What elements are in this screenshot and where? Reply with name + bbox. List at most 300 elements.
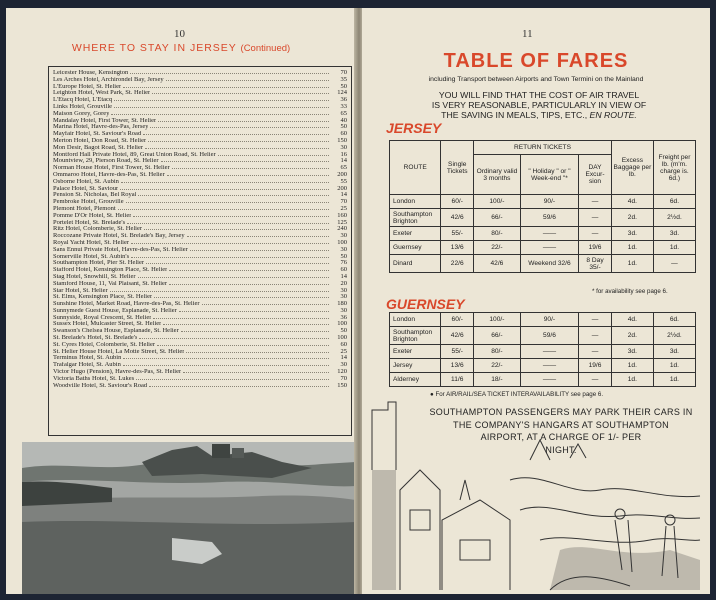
hotel-price: 50 bbox=[340, 328, 347, 335]
leader-dots bbox=[167, 172, 329, 176]
fare-single-cell: 42/6 bbox=[441, 327, 474, 345]
hotel-price: 30 bbox=[340, 307, 347, 314]
heading-continued: (Continued) bbox=[240, 43, 291, 54]
fare-baggage-cell: 3d. bbox=[611, 227, 653, 241]
fare-row bbox=[390, 227, 696, 241]
route-header: ROUTE bbox=[390, 141, 441, 195]
leader-dots bbox=[152, 90, 329, 94]
hotel-price: 60 bbox=[340, 131, 347, 138]
hotel-row bbox=[53, 260, 347, 267]
leader-dots bbox=[145, 145, 329, 149]
hotel-row bbox=[53, 186, 347, 193]
fare-freight-cell: 6d. bbox=[653, 195, 695, 209]
leader-dots bbox=[218, 152, 329, 156]
hotel-price: 20 bbox=[340, 280, 347, 287]
hotel-row bbox=[53, 97, 347, 104]
hotel-price: 200 bbox=[337, 185, 347, 192]
fare-baggage-cell: 3d. bbox=[611, 345, 653, 359]
hotel-row bbox=[53, 104, 347, 111]
hotel-price: 120 bbox=[337, 369, 347, 376]
fare-freight-cell: 1d. bbox=[653, 359, 695, 373]
fare-route-cell: Exeter bbox=[390, 227, 441, 241]
fare-baggage-cell: 2d. bbox=[611, 209, 653, 227]
fare-route-cell: London bbox=[390, 195, 441, 209]
hotel-price: 150 bbox=[337, 382, 347, 389]
fare-holiday-cell: 59/6 bbox=[520, 209, 578, 227]
page-number: 11 bbox=[522, 28, 533, 40]
hotel-price: 30 bbox=[340, 362, 347, 369]
fare-baggage-cell: 1d. bbox=[611, 359, 653, 373]
coastal-photo-image bbox=[22, 442, 356, 594]
fare-route-cell: Exeter bbox=[390, 345, 441, 359]
hotel-price: 240 bbox=[337, 226, 347, 233]
fare-holiday-cell: —— bbox=[520, 359, 578, 373]
guernsey-label: GUERNSEY bbox=[386, 296, 465, 312]
leader-dots bbox=[179, 308, 329, 312]
leader-dots bbox=[143, 131, 329, 135]
leader-dots bbox=[131, 240, 329, 244]
fare-baggage-cell: 4d. bbox=[611, 313, 653, 327]
hotel-price: 100 bbox=[337, 321, 347, 328]
hotel-price: 50 bbox=[340, 124, 347, 131]
fare-row bbox=[390, 313, 696, 327]
hotel-row bbox=[53, 274, 347, 281]
jersey-fares-table bbox=[389, 140, 696, 273]
baggage-header: Excess Baggage per lb. bbox=[611, 141, 653, 195]
fare-ordinary-cell: 100/- bbox=[474, 195, 521, 209]
hotel-name: Terminus Hotel, St. Aubin bbox=[53, 355, 122, 362]
fare-day-cell: — bbox=[579, 327, 612, 345]
hotel-name: Sans Ennui Private Hotel, Havre-des-Pas, St. Helier bbox=[53, 246, 188, 253]
fare-route-cell: Dinard bbox=[390, 255, 441, 273]
fare-ordinary-cell: 100/- bbox=[474, 313, 521, 327]
hotel-row bbox=[53, 90, 347, 97]
hotel-row bbox=[53, 247, 347, 254]
hotel-price: 70 bbox=[340, 375, 347, 382]
hotel-price: 200 bbox=[337, 171, 347, 178]
fare-freight-cell: 1d. bbox=[653, 241, 695, 255]
fare-route-cell: Southampton Brighton bbox=[390, 209, 441, 227]
fare-ordinary-cell: 42/6 bbox=[474, 255, 521, 273]
freight-header: Freight per lb. (m'm. charge is. 6d.) bbox=[653, 141, 695, 195]
leader-dots bbox=[169, 281, 329, 285]
fare-day-cell: — bbox=[579, 227, 612, 241]
leader-dots bbox=[110, 288, 329, 292]
hotel-row bbox=[53, 213, 347, 220]
fare-freight-cell: — bbox=[653, 255, 695, 273]
intro-line: THE SAVING IN MEALS, TIPS, ETC., bbox=[441, 110, 588, 120]
fare-day-cell: — bbox=[579, 209, 612, 227]
hotel-name: Royal Yacht Hotel, St. Helier bbox=[53, 239, 130, 246]
hotel-row bbox=[53, 179, 347, 186]
fare-day-cell: — bbox=[579, 345, 612, 359]
leader-dots bbox=[190, 247, 329, 251]
leader-dots bbox=[166, 77, 329, 81]
leader-dots bbox=[161, 158, 329, 162]
hotel-name: Osborne Hotel, St. Aubin bbox=[53, 178, 119, 185]
hotel-name: St. Helier House Hotel, La Motte Street, St. Helier bbox=[53, 348, 185, 355]
hotel-row bbox=[53, 240, 347, 247]
leader-dots bbox=[114, 97, 329, 101]
parking-line: NIGHT. bbox=[545, 444, 577, 455]
hotel-name: Trafalgar Hotel, St. Aubin bbox=[53, 362, 121, 369]
fare-day-cell: — bbox=[579, 373, 612, 387]
fare-freight-cell: 2½d. bbox=[653, 327, 695, 345]
parking-notice bbox=[426, 406, 696, 456]
hotel-name: Plemont Hotel, Plemont bbox=[53, 205, 116, 212]
hotel-row bbox=[53, 315, 347, 322]
hotel-price: 70 bbox=[340, 70, 347, 76]
fare-freight-cell: 3d. bbox=[653, 345, 695, 359]
hotel-row bbox=[53, 342, 347, 349]
hotel-row bbox=[53, 192, 347, 199]
fare-route-cell: Guernsey bbox=[390, 241, 441, 255]
leader-dots bbox=[144, 226, 329, 230]
fare-holiday-cell: —— bbox=[520, 345, 578, 359]
fare-row bbox=[390, 327, 696, 345]
page-heading bbox=[6, 42, 356, 54]
fare-single-cell: 55/- bbox=[441, 227, 474, 241]
heading-text: WHERE TO STAY IN JERSEY bbox=[71, 42, 237, 54]
hotel-row bbox=[53, 281, 347, 288]
jersey-label: JERSEY bbox=[386, 120, 442, 136]
fare-row bbox=[390, 209, 696, 227]
fare-ordinary-cell: 18/- bbox=[474, 373, 521, 387]
hotel-price: 50 bbox=[340, 83, 347, 90]
hotel-price: 30 bbox=[340, 246, 347, 253]
hotel-row bbox=[53, 158, 347, 165]
hotel-row bbox=[53, 199, 347, 206]
fare-row bbox=[390, 359, 696, 373]
hotel-name: Sussex Hotel, Mulcaster Street, St. Helier bbox=[53, 321, 162, 328]
hotel-row bbox=[53, 254, 347, 261]
hotel-name: St. Elms, Kensington Place, St. Helier bbox=[53, 294, 153, 301]
leader-dots bbox=[130, 70, 329, 74]
hotel-row bbox=[53, 118, 347, 125]
leader-dots bbox=[138, 274, 329, 278]
fare-baggage-cell: 2d. bbox=[611, 327, 653, 345]
hotel-price: 30 bbox=[340, 294, 347, 301]
hotel-name: Montford Hall Private Hotel, 89, Great Union Road, St. Helier bbox=[53, 151, 216, 158]
page-title: TABLE OF FARES bbox=[443, 50, 629, 72]
hotel-price: 180 bbox=[337, 301, 347, 308]
leader-dots bbox=[148, 138, 329, 142]
hotel-name: Southampton Hotel, Pier St. Helier bbox=[53, 260, 144, 267]
fare-ordinary-cell: 80/- bbox=[474, 227, 521, 241]
hotel-price: 65 bbox=[340, 165, 347, 172]
left-page bbox=[6, 8, 356, 594]
fare-single-cell: 60/- bbox=[441, 313, 474, 327]
hotel-name: Somerville Hotel, St. Aubin's bbox=[53, 253, 130, 260]
hotel-row bbox=[53, 321, 347, 328]
intro-line: YOU WILL FIND THAT THE COST OF AIR TRAVEL bbox=[438, 90, 640, 100]
fare-single-cell: 60/- bbox=[441, 195, 474, 209]
leader-dots bbox=[150, 124, 329, 128]
return-tickets-header: RETURN TICKETS bbox=[474, 141, 612, 155]
fare-route-cell: Alderney bbox=[390, 373, 441, 387]
fare-freight-cell: 2½d. bbox=[653, 209, 695, 227]
hotel-price: 160 bbox=[337, 212, 347, 219]
hotel-price: 65 bbox=[340, 110, 347, 117]
hotel-row bbox=[53, 138, 347, 145]
hotel-price: 55 bbox=[340, 178, 347, 185]
leader-dots bbox=[157, 342, 329, 346]
leader-dots bbox=[158, 118, 329, 122]
hotel-list-box bbox=[48, 66, 352, 436]
parking-line: AIRPORT, AT A CHARGE OF 1/- PER bbox=[480, 432, 642, 442]
leader-dots bbox=[181, 328, 329, 332]
hotel-price: 33 bbox=[340, 103, 347, 110]
fare-single-cell: 42/6 bbox=[441, 209, 474, 227]
hotel-row bbox=[53, 376, 347, 383]
hotel-row bbox=[53, 335, 347, 342]
hotel-price: 25 bbox=[340, 205, 347, 212]
hotel-row bbox=[53, 328, 347, 335]
intro-line: IS VERY REASONABLE, PARTICULARLY IN VIEW OF bbox=[431, 100, 647, 110]
hotel-name: Links Hotel, Grouville bbox=[53, 103, 113, 110]
hotel-row bbox=[53, 70, 347, 77]
fare-route-cell: Southampton Brighton bbox=[390, 327, 441, 345]
leader-dots bbox=[183, 369, 329, 373]
fare-route-cell: Jersey bbox=[390, 359, 441, 373]
coastal-photo bbox=[22, 442, 356, 594]
hotel-name: L'Etacq Hotel, L'Etacq bbox=[53, 97, 113, 104]
fare-ordinary-cell: 22/- bbox=[474, 241, 521, 255]
hotel-name: Mandalay Hotel, First Tower, St. Helier bbox=[53, 117, 157, 124]
hotel-price: 25 bbox=[340, 348, 347, 355]
hotel-price: 30 bbox=[340, 287, 347, 294]
fare-day-cell: — bbox=[579, 195, 612, 209]
fare-holiday-cell: 59/6 bbox=[520, 327, 578, 345]
fare-single-cell: 11/6 bbox=[441, 373, 474, 387]
hotel-name: Victor Hugo (Pension), Havre-des-Pas, St. Helier bbox=[53, 369, 182, 376]
hotel-row bbox=[53, 165, 347, 172]
hotel-name: Ommaroo Hotel, Havre-des-Pas, St. Helier bbox=[53, 171, 165, 178]
hotel-price: 60 bbox=[340, 341, 347, 348]
hotel-price: 50 bbox=[340, 253, 347, 260]
intro-text bbox=[384, 90, 694, 120]
hotel-name: Palace Hotel, St. Saviour bbox=[53, 185, 119, 192]
fare-freight-cell: 3d. bbox=[653, 227, 695, 241]
hotel-name: Stamford House, 11, Val Plaisant, St. Helier bbox=[53, 280, 168, 287]
hotel-row bbox=[53, 145, 347, 152]
fare-freight-cell: 1d. bbox=[653, 373, 695, 387]
fare-baggage-cell: 4d. bbox=[611, 195, 653, 209]
fare-baggage-cell: 1d. bbox=[611, 373, 653, 387]
intro-italic: EN ROUTE. bbox=[589, 110, 637, 120]
fare-row bbox=[390, 195, 696, 209]
hotel-name: L'Europe Hotel, St. Helier bbox=[53, 83, 122, 90]
leader-dots bbox=[169, 267, 329, 271]
fare-single-cell: 55/- bbox=[441, 345, 474, 359]
fare-row bbox=[390, 345, 696, 359]
page-subtitle: including Transport between Airports and Town Termini on the Mainland bbox=[428, 76, 644, 83]
fare-baggage-cell: 1d. bbox=[611, 255, 653, 273]
fare-holiday-cell: 90/- bbox=[520, 313, 578, 327]
hotel-name: Mountview, 29, Pierson Road, St. Helier bbox=[53, 158, 159, 165]
hotel-name: Stag Hotel, Snowhill, St. Helier bbox=[53, 273, 136, 280]
hotel-price: 14 bbox=[340, 273, 347, 280]
hotel-row bbox=[53, 111, 347, 118]
fare-day-cell: — bbox=[579, 313, 612, 327]
hotel-price: 76 bbox=[340, 260, 347, 267]
parking-line: THE COMPANY'S HANGARS AT SOUTHAMPTON bbox=[453, 419, 669, 430]
hotel-name: Roccozane Private Hotel, St. Brelade's Bay, Jersey bbox=[53, 233, 185, 240]
hotel-row bbox=[53, 152, 347, 159]
fare-row bbox=[390, 373, 696, 387]
hotel-row bbox=[53, 355, 347, 362]
leader-dots bbox=[146, 260, 329, 264]
hotel-price: 36 bbox=[340, 97, 347, 104]
hotel-name: Merton Hotel, Don Road, St. Helier bbox=[53, 137, 147, 144]
day-excursion-header: DAY Excur-sion bbox=[579, 155, 612, 195]
fare-baggage-cell: 1d. bbox=[611, 241, 653, 255]
hotel-name: Sunshine Hotel, Market Road, Havre-des-Pas, St. Helier bbox=[53, 301, 200, 308]
hotel-row bbox=[53, 233, 347, 240]
hotel-row bbox=[53, 294, 347, 301]
fare-day-cell: 19/6 bbox=[579, 359, 612, 373]
hotel-name: Victoria Baths Hotel, St. Lukes bbox=[53, 375, 135, 382]
leader-dots bbox=[118, 206, 329, 210]
fare-freight-cell: 6d. bbox=[653, 313, 695, 327]
leader-dots bbox=[127, 220, 329, 224]
hotel-row bbox=[53, 383, 347, 390]
leader-dots bbox=[187, 233, 329, 237]
hotel-name: Swanson's Chelsea House, Esplanade, St. Helier bbox=[53, 328, 179, 335]
fare-holiday-cell: 90/- bbox=[520, 195, 578, 209]
leader-dots bbox=[133, 213, 329, 217]
hotel-price: 150 bbox=[337, 137, 347, 144]
hotel-price: 60 bbox=[340, 267, 347, 274]
hotel-name: Mon Desir, Bagot Road, St. Helier bbox=[53, 144, 144, 151]
leader-dots bbox=[136, 376, 329, 380]
leader-dots bbox=[121, 179, 329, 183]
leader-dots bbox=[123, 355, 329, 359]
hotel-row bbox=[53, 301, 347, 308]
hotel-row bbox=[53, 349, 347, 356]
leader-dots bbox=[138, 192, 329, 196]
fare-day-cell: 19/6 bbox=[579, 241, 612, 255]
hotel-name: Mayfair Hotel, St. Saviour's Road bbox=[53, 131, 142, 138]
leader-dots bbox=[139, 335, 329, 339]
fare-holiday-cell: Weekend 32/6 bbox=[520, 255, 578, 273]
fare-holiday-cell: —— bbox=[520, 227, 578, 241]
hotel-name: Norman House Hotel, First Tower, St. Helier bbox=[53, 165, 170, 172]
hotel-price: 70 bbox=[340, 199, 347, 206]
fare-ordinary-cell: 66/- bbox=[474, 327, 521, 345]
hotel-name: Maison Gorey, Gorey bbox=[53, 110, 110, 117]
hotel-name: Pembroke Hotel, Grouville bbox=[53, 199, 124, 206]
hotel-price: 14 bbox=[340, 355, 347, 362]
hotel-name: Ritz Hotel, Colomberie, St. Helier bbox=[53, 226, 142, 233]
hotel-price: 30 bbox=[340, 233, 347, 240]
fare-holiday-cell: —— bbox=[520, 373, 578, 387]
hotel-name: Portelet Hotel, St. Brelade's bbox=[53, 219, 126, 226]
hotel-price: 100 bbox=[337, 239, 347, 246]
hotel-name: Sunnyside, Royal Crescent, St. Helier bbox=[53, 314, 152, 321]
holiday-header: " Holiday " or " Week-end "* bbox=[520, 155, 578, 195]
hotel-price: 14 bbox=[340, 158, 347, 165]
hotel-price: 35 bbox=[340, 76, 347, 83]
ordinary-header: Ordinary valid 3 months bbox=[474, 155, 521, 195]
hotel-name: Les Arches Hotel, Archirondel Bay, Jersey bbox=[53, 76, 164, 83]
leader-dots bbox=[153, 315, 329, 319]
hotel-name: Woodville Hotel, St. Saviour's Road bbox=[53, 382, 148, 389]
hotel-name: Leicester House, Kensington bbox=[53, 70, 129, 76]
leader-dots bbox=[123, 362, 329, 366]
hotel-row bbox=[53, 131, 347, 138]
leader-dots bbox=[114, 104, 329, 108]
hotel-row bbox=[53, 124, 347, 131]
fare-row bbox=[390, 241, 696, 255]
leader-dots bbox=[149, 383, 329, 387]
hotel-price: 16 bbox=[340, 151, 347, 158]
leader-dots bbox=[131, 254, 329, 258]
fare-day-cell: 8 Day 35/- bbox=[579, 255, 612, 273]
leader-dots bbox=[186, 349, 329, 353]
hotel-name: Star Hotel, St. Helier bbox=[53, 287, 108, 294]
hotel-price: 30 bbox=[340, 144, 347, 151]
hotel-row bbox=[53, 77, 347, 84]
leader-dots bbox=[154, 294, 329, 298]
hotel-row bbox=[53, 84, 347, 91]
hotel-name: Pension St. Nicholas, Bel Royal bbox=[53, 192, 137, 199]
hotel-row bbox=[53, 308, 347, 315]
right-page bbox=[362, 8, 710, 594]
hotel-list bbox=[53, 70, 347, 389]
hotel-name: Leighton Hotel, West Park, St. Helier bbox=[53, 90, 151, 97]
fare-ordinary-cell: 22/- bbox=[474, 359, 521, 373]
hotel-row bbox=[53, 362, 347, 369]
leader-dots bbox=[172, 165, 329, 169]
interavailability-note: ● For AIR/RAIL/SEA TICKET INTERAVAILABILITY see page 6. bbox=[430, 391, 604, 398]
leader-dots bbox=[126, 199, 329, 203]
fare-single-cell: 13/6 bbox=[441, 359, 474, 373]
hotel-row bbox=[53, 206, 347, 213]
hotel-name: Sunnymede Guest House, Esplanade, St. Helier bbox=[53, 307, 177, 314]
hotel-name: Pomme D'Or Hotel, St. Helier bbox=[53, 212, 132, 219]
hotel-price: 36 bbox=[340, 314, 347, 321]
availability-note: * for availability see page 6. bbox=[592, 288, 668, 295]
hotel-price: 14 bbox=[340, 192, 347, 199]
hotel-row bbox=[53, 267, 347, 274]
hotel-price: 125 bbox=[337, 219, 347, 226]
page-number: 10 bbox=[174, 28, 185, 40]
fare-ordinary-cell: 80/- bbox=[474, 345, 521, 359]
leader-dots bbox=[163, 321, 329, 325]
hotel-row bbox=[53, 288, 347, 295]
hotel-price: 124 bbox=[337, 90, 347, 97]
hotel-row bbox=[53, 220, 347, 227]
hotel-name: Marina Hotel, Havre-des-Pas, Jersey bbox=[53, 124, 149, 131]
hotel-row bbox=[53, 172, 347, 179]
hotel-name: St. Cyres Hotel, Colomberie, St. Helier bbox=[53, 341, 156, 348]
fare-row bbox=[390, 255, 696, 273]
hotel-price: 100 bbox=[337, 335, 347, 342]
hotel-price: 40 bbox=[340, 117, 347, 124]
fare-ordinary-cell: 66/- bbox=[474, 209, 521, 227]
leader-dots bbox=[202, 301, 329, 305]
guernsey-fares-table bbox=[389, 312, 696, 387]
parking-line: SOUTHAMPTON PASSENGERS MAY PARK THEIR CARS IN bbox=[429, 407, 693, 417]
leader-dots bbox=[123, 84, 329, 88]
single-header: Single Tickets bbox=[441, 141, 474, 195]
fare-holiday-cell: —— bbox=[520, 241, 578, 255]
hotel-row bbox=[53, 369, 347, 376]
fare-route-cell: London bbox=[390, 313, 441, 327]
leader-dots bbox=[120, 186, 329, 190]
hotel-row bbox=[53, 226, 347, 233]
